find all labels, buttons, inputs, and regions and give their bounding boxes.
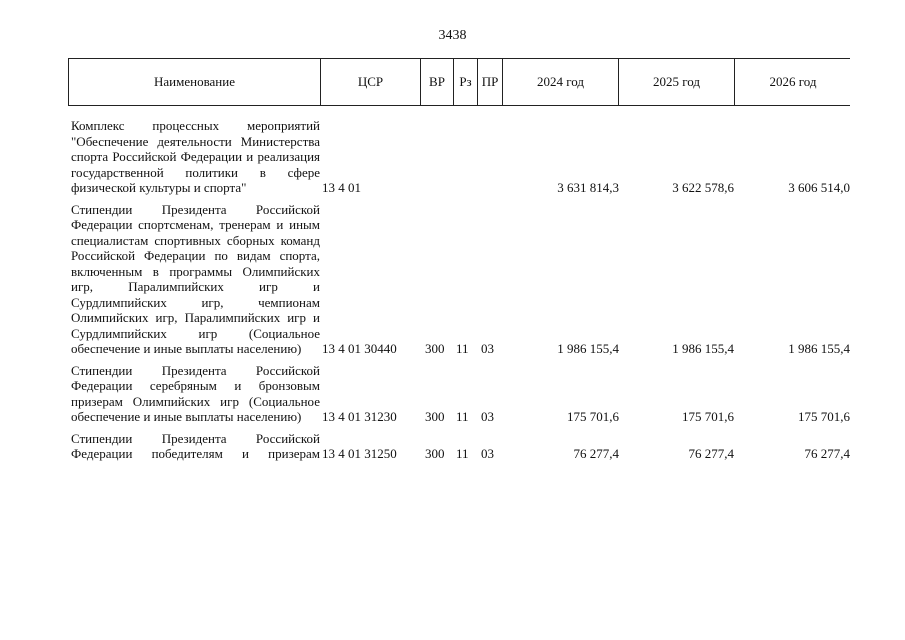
table-row — [0, 363, 905, 425]
table-body — [0, 118, 905, 468]
row-2026: 175 701,6 — [798, 409, 850, 424]
row-2024: 175 701,6 — [567, 409, 619, 424]
row-name: Стипендии Президента Российской Федерации серебряным и бронзовым призерам Олимпийских игр (Социальное обеспечение и иные выплаты населению) — [71, 362, 320, 424]
row-csr: 13 4 01 31250 — [322, 446, 397, 461]
table-row — [0, 202, 905, 357]
header-pr: ПР — [478, 59, 503, 105]
row-rz: 11 — [456, 446, 469, 461]
row-pr: 03 — [481, 446, 494, 461]
row-name: Стипендии Президента Российской Федерации победителям и призерам — [71, 430, 320, 461]
table-header — [68, 58, 850, 106]
table-row — [0, 431, 905, 462]
row-2026: 76 277,4 — [804, 446, 850, 461]
row-vr: 300 — [425, 446, 445, 461]
row-name: Стипендии Президента Российской Федерации спортсменам, тренерам и иным специалистам спортивных сборных команд Российской Федерации по видам спорта, включенным в программы Олимпийских игр, Паралимпийских игр и Сурдлимпийских игр, чемпионам Олимпийских игр, Паралимпийских игр и Сурдлимпийских игр (Социальное обеспечение и иные выплаты населению) — [71, 201, 320, 356]
page-number: 3438 — [438, 28, 467, 43]
header-csr: ЦСР — [321, 59, 421, 105]
row-2024: 3 631 814,3 — [557, 180, 619, 195]
row-2025: 175 701,6 — [682, 409, 734, 424]
row-2024: 76 277,4 — [573, 446, 619, 461]
header-vr: ВР — [421, 59, 454, 105]
row-name: Комплекс процессных мероприятий "Обеспечение деятельности Министерства спорта Российской Федерации и реализация государственной политики в сфере физической культуры и спорта" — [71, 118, 320, 195]
header-rz: Рз — [454, 59, 478, 105]
row-pr: 03 — [481, 409, 494, 424]
row-vr: 300 — [425, 409, 445, 424]
row-csr: 13 4 01 30440 — [322, 341, 397, 356]
row-2026: 3 606 514,0 — [788, 180, 850, 195]
row-2026: 1 986 155,4 — [788, 341, 850, 356]
row-pr: 03 — [481, 341, 494, 356]
row-rz: 11 — [456, 341, 469, 356]
row-vr: 300 — [425, 341, 445, 356]
header-2024: 2024 год — [503, 59, 619, 105]
table-row — [0, 118, 905, 196]
row-2025: 1 986 155,4 — [672, 341, 734, 356]
row-rz: 11 — [456, 409, 469, 424]
row-2025: 3 622 578,6 — [672, 180, 734, 195]
row-2025: 76 277,4 — [688, 446, 734, 461]
header-2025: 2025 год — [619, 59, 735, 105]
header-2026: 2026 год — [769, 74, 817, 89]
row-csr: 13 4 01 — [322, 180, 361, 195]
row-csr: 13 4 01 31230 — [322, 409, 397, 424]
header-name: Наименование — [69, 59, 321, 105]
row-2024: 1 986 155,4 — [557, 341, 619, 356]
